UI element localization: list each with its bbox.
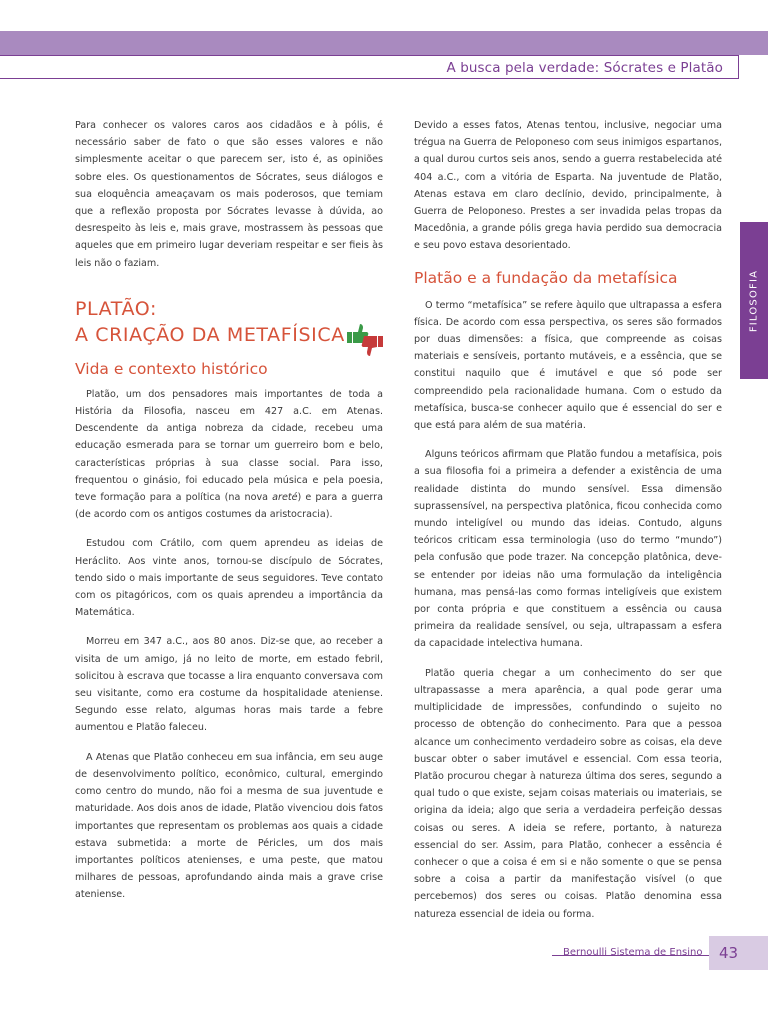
paragraph: Platão, um dos pensadores mais importantes de toda a História da Filosofia, nasceu em 427 a.C. em Atenas. Descendente da antiga nobreza da cidade, recebeu uma educação esmerada para se tornar um guerreiro bom e belo, características próprias à sua classe social. Para isso, frequentou o ginásio, foi educado pela música e pela poesia, teve formação para a política (na nova areté) e para a guerra (de acordo com os antigos costumes da aristocracia). <box>75 388 383 521</box>
chapter-title: A busca pela verdade: Sócrates e Platão <box>446 60 723 76</box>
subsection-title-metafisica: Platão e a fundação da metafísica <box>414 268 678 287</box>
thumbs-up-down-icon <box>345 322 385 358</box>
paragraph: Devido a esses fatos, Atenas tentou, inclusive, negociar uma trégua na Guerra de Peloponeso com seus inimigos espartanos, a qual durou curtos seis anos, sendo a guerra restabelecida até 404 a.C., com a vitória de Esparta. Na juventude de Platão, Atenas estava em claro declínio, devido, principalmente, à Guerra de Peloponeso. Prestes a ser invadida pelas tropas da Macedônia, a grande pólis grega havia perdido sua democracia e seu povo estava desorientado. <box>414 120 722 252</box>
thumb-down-icon <box>362 336 383 356</box>
paragraph: A Atenas que Platão conheceu em sua infância, em seu auge de desenvolvimento político, econômico, cultural, emergindo como centro do mundo, não foi a mesma de sua juventude e maturidade. Aos dois anos de idade, Platão vivenciou dois fatos importantes que representam os problemas aos quais a cidade estava submetida: a morte de Péricles, um dos mais importantes políticos atenienses, e uma peste, que matou milhares de pessoas, aprofundando ainda mais a grave crise ateniense. <box>75 751 383 901</box>
intro-paragraph: Para conhecer os valores caros aos cidadãos e à pólis, é necessário saber de fato o que são esses valores e não simplesmente aceitar o que parecem ser, isto é, as opiniões sobre eles. Os questionamentos de Sócrates, seus diálogos e sua eloquência ameaçavam os mais poderosos, que temiam que a reflexão proposta por Sócrates levasse à dúvida, ao desrespeito às leis e, mais grave, mostrassem às pessoas que aqueles que em primeiro lugar deveriam respeitar e ser fieis às leis não o faziam. <box>75 120 383 269</box>
paragraph: Platão queria chegar a um conhecimento do ser que ultrapassasse a mera aparência, a qual pode gerar uma multiplicidade de impressões, confundindo o sujeito no processo de obtenção do conhecimento. Para que a pessoa alcance um conhecimento verdadeiro sobre as coisas, ela deve buscar obter o saber imutável e essencial. Com essa teoria, Platão procurou chegar à natureza última dos seres, segundo a qual tudo o que existe, sejam coisas materiais ou imateriais, se origina da ideia; algo que seria a verdadeira perfeição dessas coisas ou seres. A ideia se refere, portanto, à natureza essencial do ser. Assim, para Platão, conhecer a essência é conhecer o que a coisa é em si e não somente o que se pensa sobre a coisa a partir da manifestação visível (o que percebemos) dos seres ou coisas. Platão denomina essa natureza essencial de ideia ou forma. <box>414 667 722 920</box>
section-title-line1: PLATÃO: <box>75 297 158 320</box>
header-band <box>0 31 768 55</box>
page-number: 43 <box>709 936 768 970</box>
subject-label: FILOSOFIA <box>748 269 760 332</box>
paragraph: Estudou com Crátilo, com quem aprendeu as ideias de Heráclito. Aos vinte anos, tornou-se discípulo de Sócrates, tendo sido o mais importante de seus seguidores. Teve contato com os pitagóricos, com os quais aprendeu a importância da Matemática. <box>75 538 383 619</box>
italic-term: areté <box>272 492 298 504</box>
subject-side-tab <box>740 222 768 379</box>
right-column <box>414 117 722 935</box>
paragraph: Alguns teóricos afirmam que Platão fundou a metafísica, pois a sua filosofia foi a primeira a defender a existência de uma realidade distinta do mundo sensível. Essa dimensão suprassensível, na perspectiva platônica, ficou conhecida como mundo inteligível ou mundo das ideias. Contudo, alguns teóricos criticam essa terminologia (uso do termo “mundo”) pela confusão que pode trazer. Na concepção platônica, deve-se entender por ideias não uma formulação da inteligência humana, mas pensá-las como formas inteligíveis que existem por conta própria e que constituem a essência ou causa primeira da realidade sensível, ou seja, ultrapassam a esfera da capacidade intelectiva humana. <box>414 449 722 650</box>
paragraph: O termo “metafísica” se refere àquilo que ultrapassa a esfera física. De acordo com essa perspectiva, os seres são formados por duas dimensões: a física, que compreende as coisas materiais e sensíveis, portanto mutáveis, e a essência, que se constitui naquilo que é imutável e que só pode ser compreendido pela racionalidade humana. Com o estudo da metafísica, busca-se conhecer aquilo que é essencial do ser e que está para além de sua matéria. <box>414 299 722 432</box>
left-column <box>75 117 383 916</box>
paragraph: Morreu em 347 a.C., aos 80 anos. Diz-se que, ao receber a visita de um amigo, já no leito de morte, em estado febril, solicitou à escrava que tocasse a lira enquanto conversava com seu visitante, como era costume da hospitalidade ateniense. Segundo esse relato, algumas horas mais tarde a febre aumentou e Platão faleceu. <box>75 636 383 734</box>
section-title-line2: A CRIAÇÃO DA METAFÍSICA <box>75 323 345 346</box>
publisher-name: Bernoulli Sistema de Ensino <box>563 947 703 958</box>
section-title <box>75 296 383 348</box>
subsection-title-vida: Vida e contexto histórico <box>75 359 268 378</box>
